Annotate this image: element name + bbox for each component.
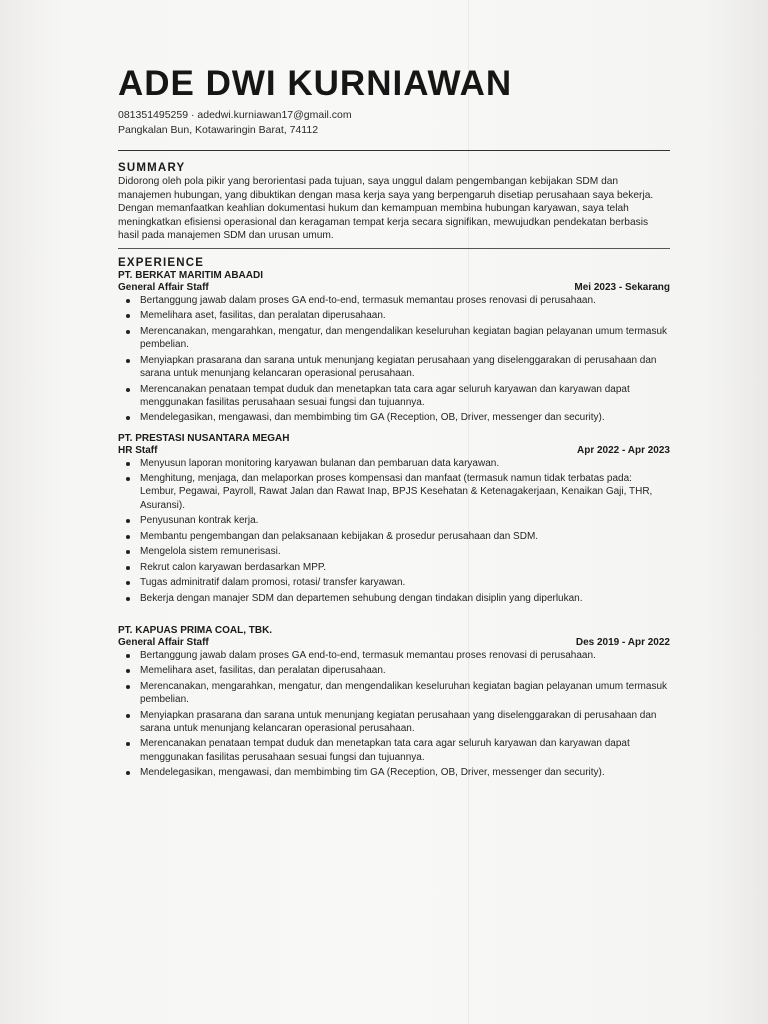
job-position: HR Staff [118,444,158,456]
summary-text: Didorong oleh pola pikir yang berorientasi pada tujuan, saya unggul dalam pengembangan kebijakan SDM dan manajemen hubungan, yang dibuktikan dengan masa kerja saya yang berpengaruh disetiap perusahaan saya bekerja. Dengan memanfaatkan keahlian dokumentasi hukum dan kemampuan membina hubungan karyawan, saya telah meningkatkan efisiensi operasional dan keragaman tempat kerja secara signifikan, mewujudkan pendekatan berbasis hasil pada manajemen SDM dan urusan umum. [118,176,654,242]
job-dates: Apr 2022 - Apr 2023 [576,444,670,456]
list-item: Merencanakan, mengarahkan, mengatur, dan mengendalikan keseluruhan kegiatan bagian pelayanan umum termasuk pembelian. [118,325,670,352]
job-header [118,445,670,457]
job-header [118,282,670,294]
list-item: Penyusunan kontrak kerja. [118,514,670,527]
list-item: Mengelola sistem remunerisasi. [118,545,670,558]
list-item: Mendelegasikan, mengawasi, dan membimbing tim GA (Reception, OB, Driver, messenger dan security). [118,766,670,779]
job-entry-2 [118,433,670,605]
candidate-name: ADE DWI KURNIAWAN [118,64,513,103]
list-item: Menyusun laporan monitoring karyawan bulanan dan pembaruan data karyawan. [118,457,670,470]
list-item: Bertanggung jawab dalam proses GA end-to-end, termasuk memantau proses renovasi di perusahaan. [118,294,670,307]
contact-block [118,108,670,138]
list-item: Menghitung, menjaga, dan melaporkan proses kompensasi dan manfaat (termasuk namun tidak terbatas pada: Lembur, Pegawai, Payroll, Rawat Jalan dan Rawat Inap, BPJS Kesehatan & Ketenagakerjaan, Kenaikan Gaji, THR, Asuransi). [118,472,670,512]
job-dates: Mei 2023 - Sekarang [574,281,670,293]
summary-divider [118,248,670,249]
list-item: Tugas adminitratif dalam promosi, rotasi/ transfer karyawan. [118,576,670,589]
job-company: PT. KAPUAS PRIMA COAL, TBK. [118,624,273,636]
job-position: General Affair Staff [118,636,209,648]
contact-address: Pangkalan Bun, Kotawaringin Barat, 74112 [118,124,319,136]
list-item: Bertanggung jawab dalam proses GA end-to-end, termasuk memantau proses renovasi di perusahaan. [118,649,670,662]
job-company: PT. PRESTASI NUSANTARA MEGAH [118,432,290,444]
job-header [118,637,670,649]
resume-content [118,64,670,782]
job-entry-1 [118,270,670,425]
list-item: Merencanakan penataan tempat duduk dan menetapkan tata cara agar seluruh karyawan dan karyawan dapat menggunakan fasilitas perusahaan sesuai fungsi dan tujuannya. [118,737,670,764]
list-item: Mendelegasikan, mengawasi, dan membimbing tim GA (Reception, OB, Driver, messenger dan security). [118,411,670,424]
job-dates: Des 2019 - Apr 2022 [575,636,670,648]
list-item: Merencanakan, mengarahkan, mengatur, dan mengendalikan keseluruhan kegiatan bagian pelayanan umum termasuk pembelian. [118,680,670,707]
list-item: Merencanakan penataan tempat duduk dan menetapkan tata cara agar seluruh karyawan dan karyawan dapat menggunakan fasilitas perusahaan sesuai fungsi dan tujuannya. [118,383,670,410]
list-item: Bekerja dengan manajer SDM dan departemen sehubung dengan tindakan disiplin yang diperlukan. [118,592,670,605]
job-entry-3 [118,625,670,780]
experience-heading: EXPERIENCE [118,256,205,269]
job-position: General Affair Staff [118,281,209,293]
job-company: PT. BERKAT MARITIM ABAADI [118,269,263,281]
job-duties-list [118,457,670,605]
list-item: Menyiapkan prasarana dan sarana untuk menunjang kegiatan perusahaan yang diselenggarakan di perusahaan dan sarana untuk menunjang kelancaran operasional perusahaan. [118,709,670,736]
contact-phone-email: 081351495259 · adedwi.kurniawan17@gmail.com [118,109,352,121]
list-item: Menyiapkan prasarana dan sarana untuk menunjang kegiatan perusahaan yang diselenggarakan di perusahaan dan sarana untuk menunjang kelancaran operasional perusahaan. [118,354,670,381]
job-duties-list [118,294,670,425]
list-item: Rekrut calon karyawan berdasarkan MPP. [118,561,670,574]
list-item: Memelihara aset, fasilitas, dan peralatan diperusahaan. [118,664,670,677]
summary-heading: SUMMARY [118,162,186,174]
header-divider [118,150,670,151]
list-item: Membantu pengembangan dan pelaksanaan kebijakan & prosedur perusahaan dan SDM. [118,530,670,543]
job-duties-list [118,649,670,780]
list-item: Memelihara aset, fasilitas, dan peralatan diperusahaan. [118,309,670,322]
